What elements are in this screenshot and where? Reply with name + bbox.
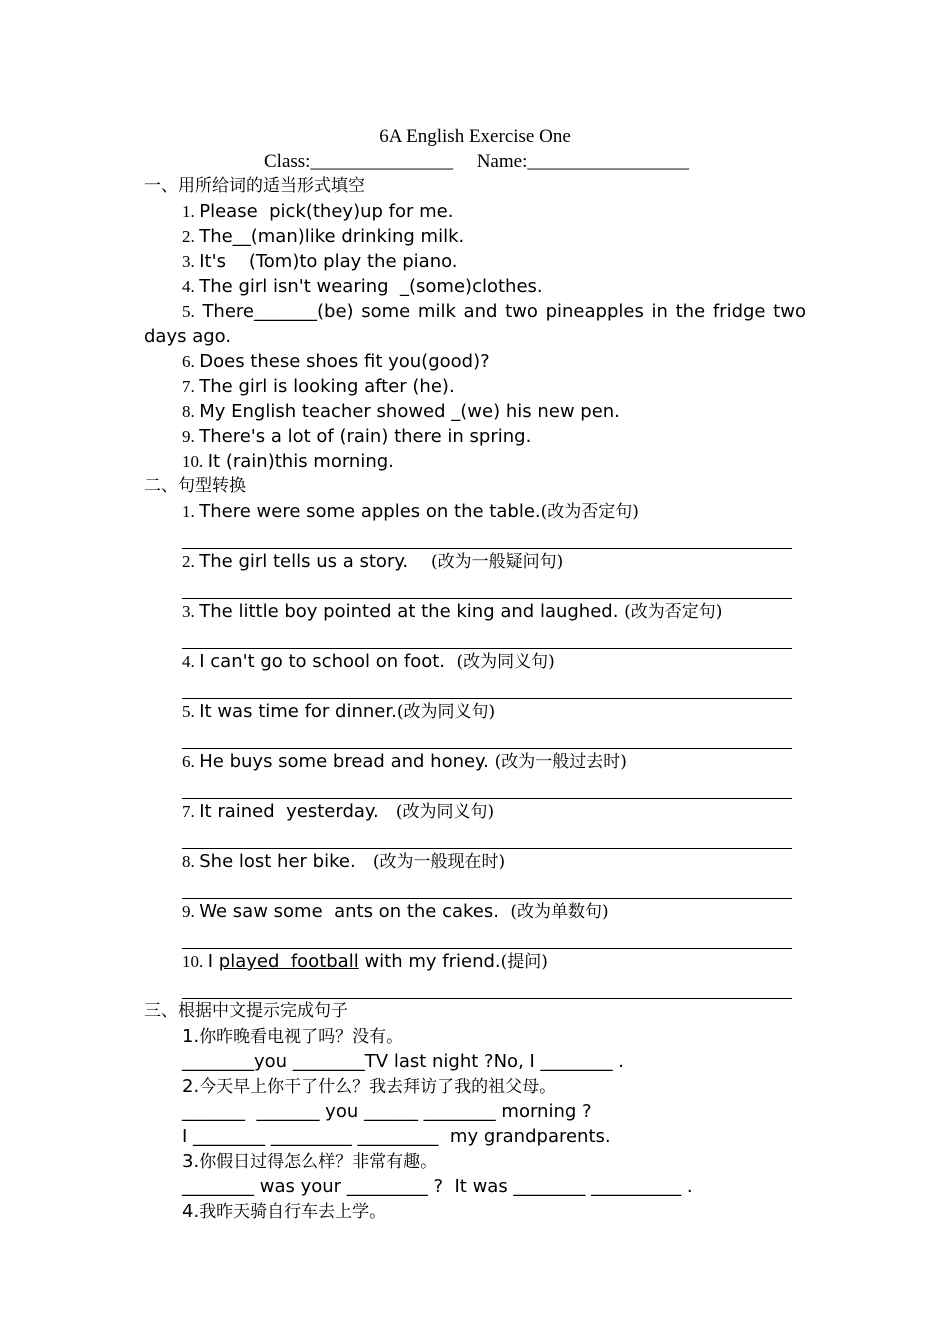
s1-item-10 <box>144 449 806 474</box>
s2-item-8 <box>144 849 806 874</box>
section1-heading: 一、用所给词的适当形式填空 <box>144 176 365 196</box>
item-number: 1. <box>182 1026 200 1047</box>
s1-item-9 <box>144 424 806 449</box>
item-instruction: (提问) <box>500 952 548 972</box>
item-number: 8. <box>182 852 195 871</box>
class-name-line: Class:_______________ Name:_________________ <box>264 151 689 172</box>
item-text: It rained yesterday. <box>199 801 396 822</box>
fill-in-sentence: I ________ _________ _________ my grandparents. <box>182 1126 611 1147</box>
s3-q1-prompt <box>144 1024 806 1049</box>
chinese-prompt: 我昨天骑自行车去上学。 <box>199 1202 387 1222</box>
item-instruction: (改为否定句) <box>540 502 639 522</box>
s2-item-4 <box>144 649 806 674</box>
item-text: Please pick(they)up for me. <box>199 201 454 222</box>
item-number: 5. <box>182 702 195 721</box>
item-text: The__(man)like drinking milk. <box>199 226 465 247</box>
s1-item-4 <box>144 274 806 299</box>
item-text: It (rain)this morning. <box>207 451 394 472</box>
item-text: The girl is looking after (he). <box>199 376 455 397</box>
fill-in-sentence: ________you ________TV last night ?No, I ________ . <box>182 1051 624 1072</box>
item-text: It's (Tom)to play the piano. <box>199 251 458 272</box>
s3-q2-prompt <box>144 1074 806 1099</box>
item-number: 3. <box>182 252 195 271</box>
item-text: Does these shoes fit you(good)? <box>199 351 490 372</box>
answer-line[interactable] <box>182 824 792 849</box>
s2-item-1 <box>144 499 806 524</box>
item-number: 10. <box>182 952 204 971</box>
s1-item-3 <box>144 249 806 274</box>
item-number: 4. <box>182 1201 200 1222</box>
item-text: I can't go to school on foot. <box>199 651 457 672</box>
answer-line[interactable] <box>182 874 792 899</box>
item-text: We saw some ants on the cakes. <box>199 901 511 922</box>
item-instruction: (改为同义句) <box>456 652 555 672</box>
s3-q3-prompt <box>144 1149 806 1174</box>
section3-heading: 三、根据中文提示完成句子 <box>144 1001 348 1021</box>
item-number: 9. <box>182 427 195 446</box>
fill-in-sentence: _______ _______ you ______ ________ morning ? <box>182 1101 592 1122</box>
item-instruction: (改为一般过去时) <box>494 752 627 772</box>
item-text: The girl tells us a story. <box>199 551 432 572</box>
item-text: He buys some bread and honey. <box>199 751 495 772</box>
underlined-phrase: played football <box>218 951 359 972</box>
s1-item-5 <box>144 299 806 349</box>
item-instruction: (改为同义句) <box>396 702 496 722</box>
s1-item-6 <box>144 349 806 374</box>
answer-line[interactable] <box>182 774 792 799</box>
item-number: 10. <box>182 452 204 471</box>
s2-item-6 <box>144 749 806 774</box>
item-instruction: (改为单数句) <box>510 902 609 922</box>
chinese-prompt: 你假日过得怎么样？非常有趣。 <box>199 1152 438 1172</box>
section2-heading: 二、句型转换 <box>144 476 246 496</box>
item-instruction: (改为一般疑问句) <box>431 552 564 572</box>
item-text: She lost her bike. <box>199 851 373 872</box>
item-text-post: with my friend. <box>358 951 501 972</box>
item-instruction: (改为否定句) <box>624 602 723 622</box>
answer-line[interactable] <box>182 974 792 999</box>
item-text: My English teacher showed _(we) his new pen. <box>199 401 620 422</box>
answer-line[interactable] <box>182 724 792 749</box>
item-text: There's a lot of (rain) there in spring. <box>199 426 532 447</box>
s2-item-7 <box>144 799 806 824</box>
s2-item-3 <box>144 599 806 624</box>
s1-item-7 <box>144 374 806 399</box>
item-text: There_______(be) some milk and two pineapples in the fridge two days ago. <box>144 301 806 347</box>
s2-item-2 <box>144 549 806 574</box>
chinese-prompt: 你昨晚看电视了吗？没有。 <box>199 1027 404 1047</box>
s3-q1-answer <box>144 1049 806 1074</box>
answer-line[interactable] <box>182 574 792 599</box>
item-instruction: (改为一般现在时) <box>372 852 506 872</box>
item-number: 7. <box>182 377 195 396</box>
item-number: 2. <box>182 227 195 246</box>
item-text: The girl isn't wearing _(some)clothes. <box>199 276 543 297</box>
answer-line[interactable] <box>182 924 792 949</box>
answer-line[interactable] <box>182 524 792 549</box>
item-instruction: (改为同义句) <box>395 802 495 822</box>
s1-item-1 <box>144 199 806 224</box>
answer-line[interactable] <box>182 674 792 699</box>
page-title: 6A English Exercise One <box>379 126 571 147</box>
s2-item-9 <box>144 899 806 924</box>
item-number: 6. <box>182 752 195 771</box>
s1-item-8 <box>144 399 806 424</box>
item-text: The little boy pointed at the king and laughed. <box>199 601 625 622</box>
item-text: It was time for dinner. <box>199 701 397 722</box>
item-text-pre: I <box>207 951 219 972</box>
item-number: 8. <box>182 402 195 421</box>
item-number: 2. <box>182 552 195 571</box>
s3-q3-answer <box>144 1174 806 1199</box>
fill-in-sentence: ________ was your _________ ? It was ________ __________ . <box>182 1176 693 1197</box>
item-number: 9. <box>182 902 195 921</box>
item-number: 3. <box>182 1151 200 1172</box>
item-text: There were some apples on the table. <box>199 501 541 522</box>
item-number: 3. <box>182 602 195 621</box>
s1-item-2 <box>144 224 806 249</box>
item-number: 2. <box>182 1076 200 1097</box>
item-number: 7. <box>182 802 195 821</box>
item-number: 1. <box>182 502 195 521</box>
item-number: 1. <box>182 202 195 221</box>
worksheet-page <box>144 124 806 1224</box>
item-number: 6. <box>182 352 195 371</box>
s3-q4-prompt <box>144 1199 806 1224</box>
answer-line[interactable] <box>182 624 792 649</box>
chinese-prompt: 今天早上你干了什么？我去拜访了我的祖父母。 <box>199 1077 557 1097</box>
s3-q2-answer-2 <box>144 1124 806 1149</box>
s2-item-5 <box>144 699 806 724</box>
s2-item-10 <box>144 949 806 974</box>
item-number: 5. <box>182 302 195 321</box>
item-number: 4. <box>182 652 195 671</box>
item-number: 4. <box>182 277 195 296</box>
s3-q2-answer-1 <box>144 1099 806 1124</box>
